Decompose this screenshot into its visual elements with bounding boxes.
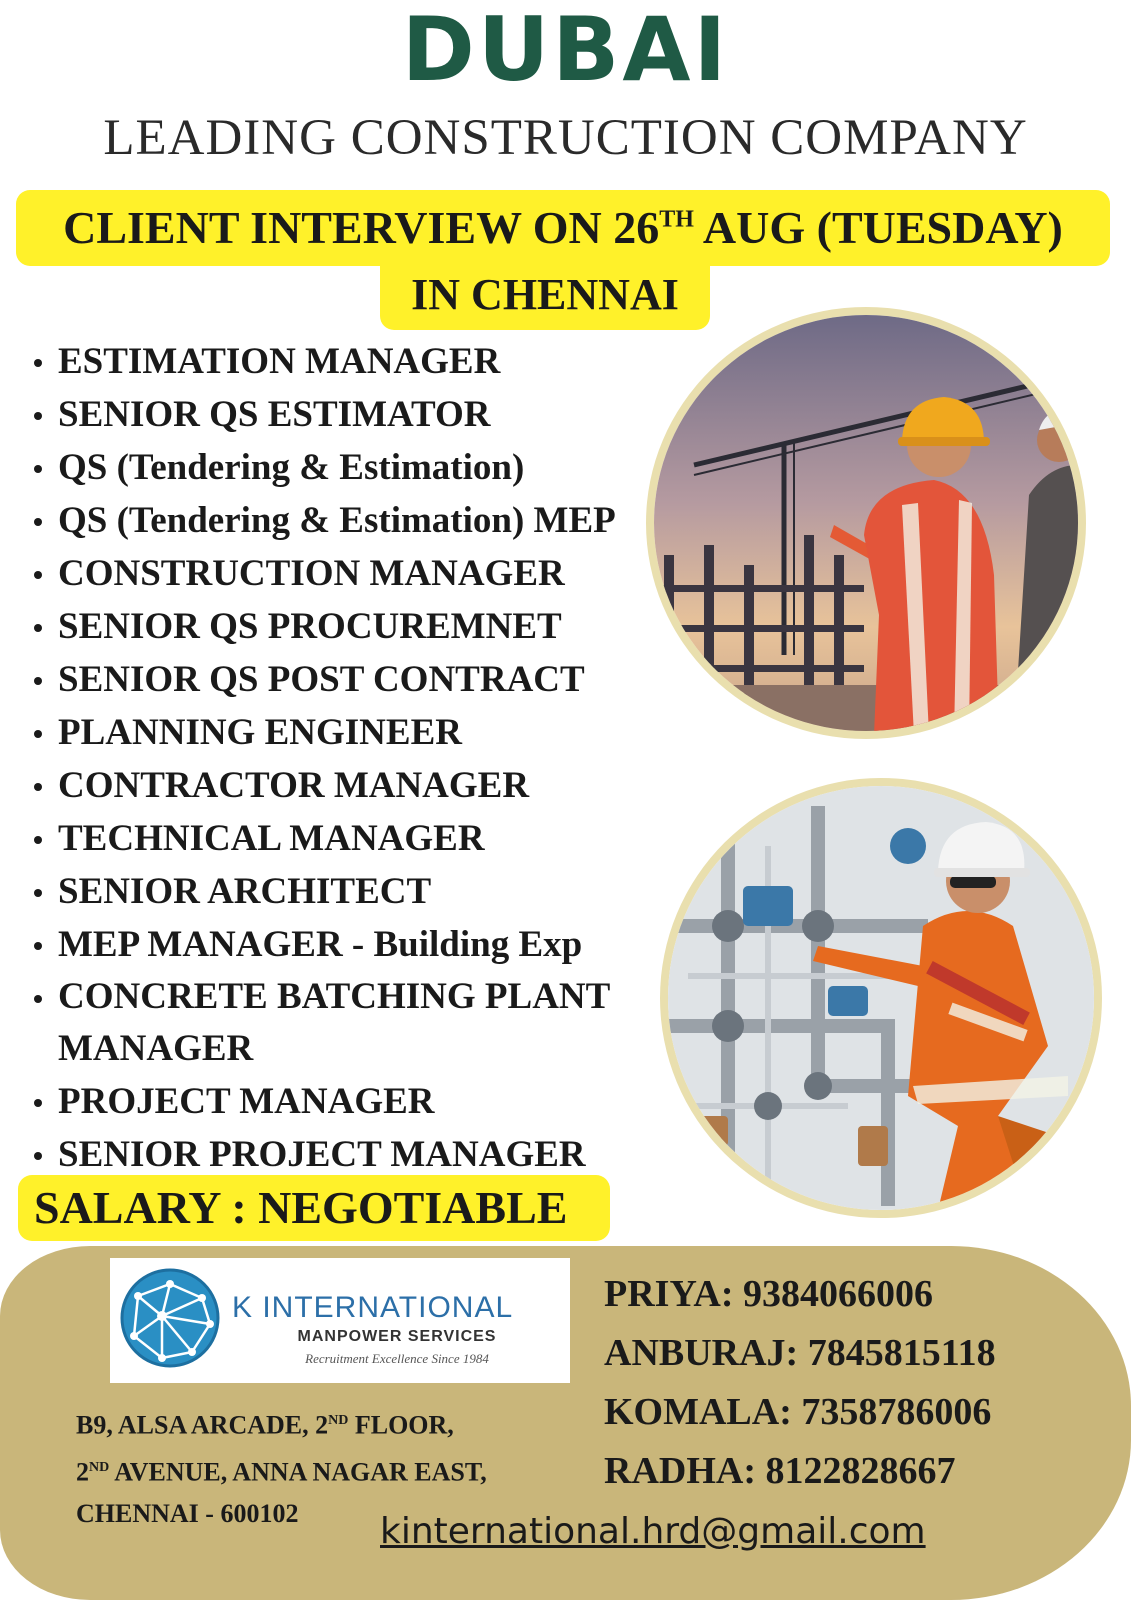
list-item: QS (Tendering & Estimation) MEP bbox=[26, 494, 666, 547]
address-text: AVENUE, ANNA NAGAR EAST, bbox=[109, 1457, 487, 1487]
interview-day-text: AUG (TUESDAY) bbox=[693, 202, 1063, 253]
list-item: SENIOR QS POST CONTRACT bbox=[26, 653, 666, 706]
company-service: MANPOWER SERVICES bbox=[297, 1328, 497, 1345]
address-line bbox=[76, 1447, 596, 1494]
address-line bbox=[76, 1400, 596, 1447]
company-tagline: Recruitment Excellence Since 1984 bbox=[305, 1351, 489, 1366]
list-item: CONTRACTOR MANAGER bbox=[26, 759, 666, 812]
page-title: DUBAI bbox=[401, 0, 730, 101]
construction-engineer-illustration bbox=[654, 315, 1078, 731]
contact-email-link[interactable]: kinternational.hrd@gmail.com bbox=[380, 1511, 926, 1552]
salary-banner: SALARY : NEGOTIABLE bbox=[18, 1175, 610, 1241]
address-text: B9, ALSA ARCADE, 2 bbox=[76, 1410, 329, 1440]
list-item: SENIOR PROJECT MANAGER bbox=[26, 1128, 666, 1181]
industrial-technician-photo bbox=[660, 778, 1102, 1218]
list-item: SENIOR QS PROCUREMNET bbox=[26, 600, 666, 653]
technician-illustration bbox=[668, 786, 1094, 1210]
address-line: CHENNAI - 600102 bbox=[76, 1499, 299, 1529]
list-item: ESTIMATION MANAGER bbox=[26, 335, 666, 388]
company-name: K INTERNATIONAL bbox=[232, 1291, 514, 1324]
list-item: SENIOR QS ESTIMATOR bbox=[26, 388, 666, 441]
address-sup: ND bbox=[89, 1459, 110, 1475]
interview-date-text: CLIENT INTERVIEW ON 26 bbox=[63, 202, 660, 253]
address-text: 2 bbox=[76, 1457, 89, 1487]
address-sup: ND bbox=[328, 1413, 349, 1428]
contact-phone[interactable]: ANBURAJ: 7845815118 bbox=[604, 1332, 996, 1374]
construction-site-photo bbox=[646, 307, 1086, 739]
list-item: PROJECT MANAGER bbox=[26, 1075, 666, 1128]
address-text: FLOOR, bbox=[348, 1410, 454, 1440]
interview-date-suffix: TH bbox=[659, 206, 694, 233]
list-item: CONSTRUCTION MANAGER bbox=[26, 547, 666, 600]
list-item: PLANNING ENGINEER bbox=[26, 706, 666, 759]
list-item: TECHNICAL MANAGER bbox=[26, 812, 666, 865]
list-item: SENIOR ARCHITECT bbox=[26, 865, 666, 918]
list-item: CONCRETE BATCHING PLANT MANAGER bbox=[26, 971, 658, 1075]
company-subtitle: LEADING CONSTRUCTION COMPANY bbox=[103, 110, 1028, 166]
globe-network-icon bbox=[118, 1266, 222, 1370]
positions-list bbox=[26, 335, 666, 1181]
list-item: MEP MANAGER - Building Exp bbox=[26, 918, 666, 971]
contact-phone[interactable]: RADHA: 8122828667 bbox=[604, 1450, 956, 1492]
interview-banner bbox=[16, 190, 1110, 266]
interview-location: IN CHENNAI bbox=[380, 260, 710, 330]
contact-phone[interactable]: KOMALA: 7358786006 bbox=[604, 1391, 992, 1433]
list-item: QS (Tendering & Estimation) bbox=[26, 441, 666, 494]
contact-phone[interactable]: PRIYA: 9384066006 bbox=[604, 1273, 933, 1315]
contact-list bbox=[604, 1265, 1104, 1501]
